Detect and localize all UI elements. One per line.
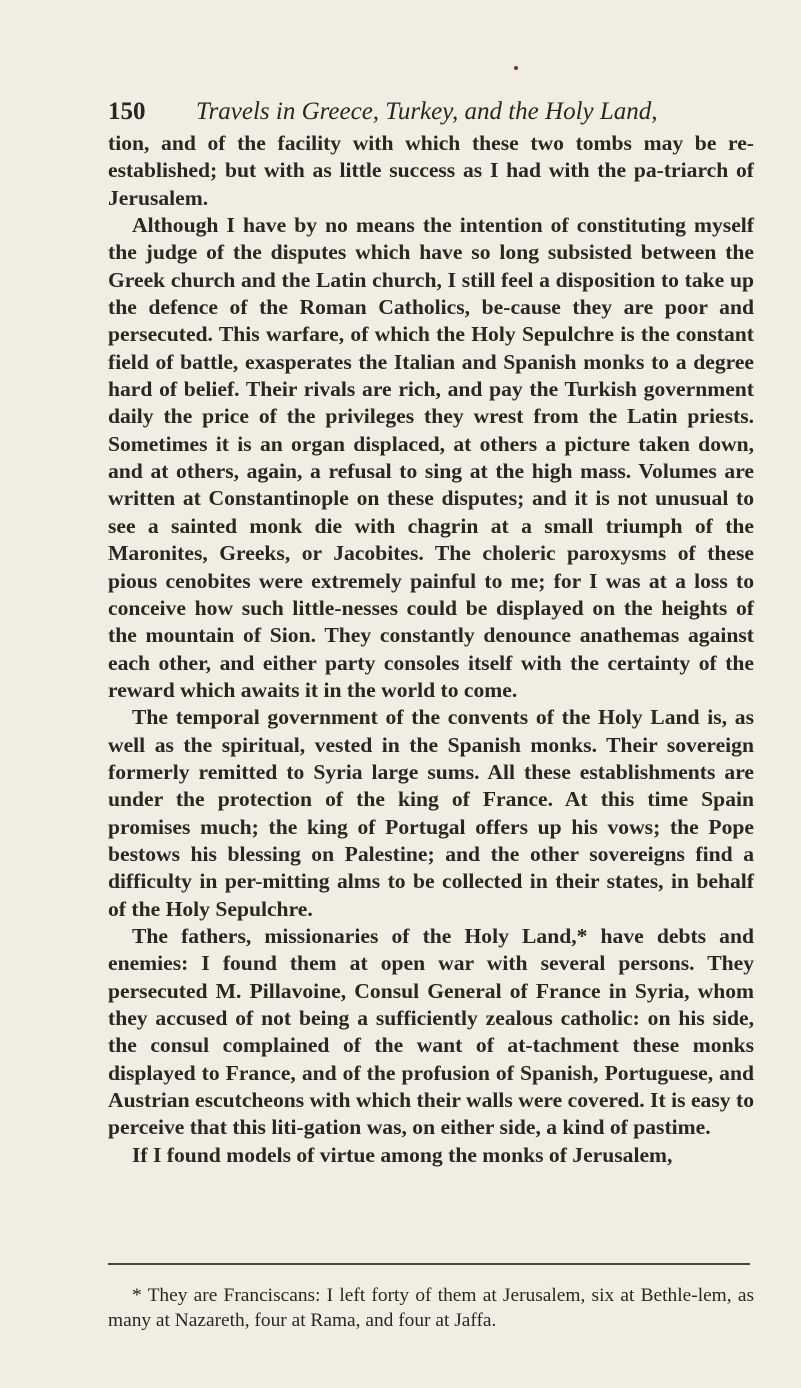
paragraph: tion, and of the facility with which these two tombs may be re-established; but with as little success as I had with the pa-triarch of Jerusalem. [108,131,754,210]
footnote-divider [108,1263,750,1265]
page-header [108,92,748,132]
running-title: Travels in Greece, Turkey, and the Holy Land, [196,98,658,125]
paragraph: The temporal government of the convents of the Holy Land is, as well as the spiritual, vested in the Spanish monks. Their sovereign formerly remitted to Syria large sums. All these establishments are under the protection of the king of France. At this time Spain promises much; the king of Portugal offers up his vows; the Pope bestows his blessing on Palestine; and the other sovereigns find a difficulty in per-mitting alms to be collected in their states, in behalf of the Holy Sepulchre. [108,705,754,921]
ink-speck [514,66,518,70]
main-text [108,130,754,1169]
footnote [108,1283,754,1333]
paragraph: The fathers, missionaries of the Holy Land,* have debts and enemies: I found them at open war with several persons. They persecuted M. Pillavoine, Consul General of France in Syria, whom they accused of not being a sufficiently zealous catholic: on his side, the consul complained of the want of at-tachment these monks displayed to France, and of the profusion of Spanish, Portuguese, and Austrian escutcheons with which their walls were covered. It is easy to perceive that this liti-gation was, on either side, a kind of pastime. [108,923,754,1140]
paragraph: Although I have by no means the intention of constituting myself the judge of the disputes which have so long subsisted between the Greek church and the Latin church, I still feel a disposition to take up the defence of the Roman Catholics, be-cause they are poor and persecuted. This warfare, of which the Holy Sepulchre is the constant field of battle, exasperates the Italian and Spanish monks to a degree hard of belief. Their rivals are rich, and pay the Turkish government daily the price of the privileges they wrest from the Latin priests. Sometimes it is an organ displaced, at others a picture taken down, and at others, again, a refusal to sing at the high mass. Volumes are written at Constantinople on these disputes; and it is not unusual to see a sainted monk die with chagrin at a small triumph of the Maronites, Greeks, or Jacobites. The choleric paroxysms of these pious cenobites were extremely painful to me; for I was at a loss to conceive how such little-nesses could be displayed on the heights of the mountain of Sion. They constantly denounce anathemas against each other, and either party consoles itself with the certainty of the reward which awaits it in the world to come. [108,213,754,702]
footnote-text: * They are Franciscans: I left forty of them at Jerusalem, six at Bethle-lem, as many at Nazareth, four at Rama, and four at Jaffa. [108,1285,754,1331]
paragraph: If I found models of virtue among the monks of Jerusalem, [132,1142,673,1167]
page-number: 150 [108,98,146,125]
